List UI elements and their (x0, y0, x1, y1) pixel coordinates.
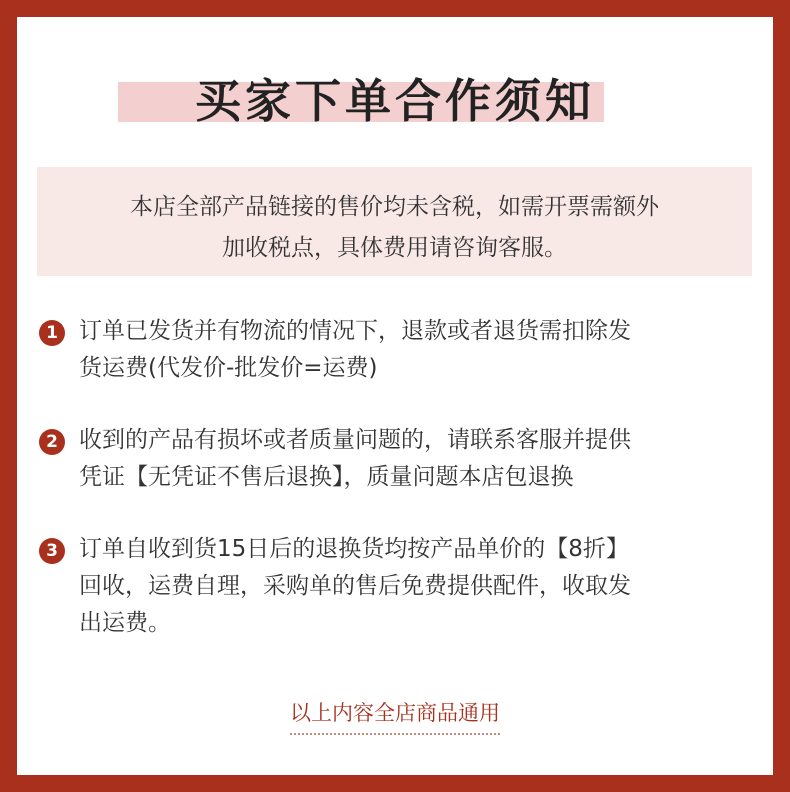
tax-notice-line-1: 本店全部产品链接的售价均未含税，如需开票需额外 (130, 194, 659, 220)
title-container (17, 65, 773, 131)
rule-text-1 (79, 313, 753, 387)
tax-notice-text (77, 187, 712, 269)
rule-1-line-2: 货运费(代发价-批发价=运费) (79, 355, 378, 381)
tax-notice-box (37, 167, 752, 276)
rule-text-2 (79, 422, 753, 496)
tax-notice-line-2: 加收税点，具体费用请咨询客服。 (222, 235, 567, 261)
rule-2-line-1: 收到的产品有损坏或者质量问题的，请联系客服并提供 (79, 427, 631, 453)
rule-1-line-1: 订单已发货并有物流的情况下，退款或者退货需扣除发 (79, 318, 631, 344)
number-badge-3: 3 (39, 538, 65, 564)
notice-card (17, 17, 773, 775)
page-title: 买家下单合作须知 (195, 74, 595, 128)
rule-text-3 (79, 531, 753, 642)
rule-3-line-3: 出运费。 (79, 610, 171, 636)
number-badge-2: 2 (39, 429, 65, 455)
number-badge-1: 1 (39, 320, 65, 346)
rule-3-line-2: 回收，运费自理，采购单的售后免费提供配件，收取发 (79, 573, 631, 599)
footer-note: 以上内容全店商品通用 (290, 697, 500, 735)
footer (17, 697, 773, 735)
rule-3-line-1: 订单自收到货15日后的退换货均按产品单价的【8折】 (79, 536, 629, 562)
rule-2-line-2: 凭证【无凭证不售后退换】，质量问题本店包退换 (79, 464, 574, 490)
